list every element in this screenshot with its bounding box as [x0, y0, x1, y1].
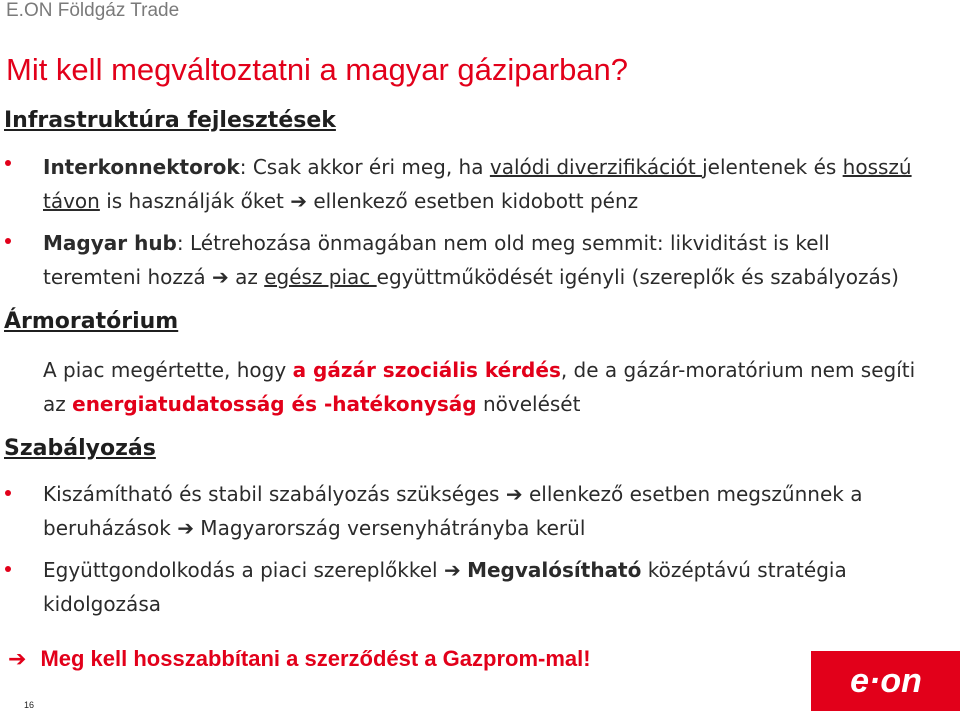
- highlight-text: a gázár szociális kérdés: [292, 358, 561, 382]
- section-heading-armoratorium: Ármoratórium: [4, 309, 179, 334]
- text: Magyarország versenyhátrányba kerül: [193, 516, 586, 540]
- eon-logo: [811, 651, 960, 711]
- bullet-interconnectors: [43, 150, 943, 218]
- arrow-right-icon: ➔: [290, 189, 308, 213]
- arrow-right-icon: ➔: [8, 647, 27, 672]
- slide-title: Mit kell megváltoztatni a magyar gáziparban?: [6, 52, 629, 87]
- arrow-right-icon: ➔: [443, 558, 461, 582]
- bold-text: Megvalósítható: [467, 558, 642, 582]
- eon-logo-icon: [831, 661, 941, 701]
- bullet-icon: [5, 490, 11, 496]
- text-underlined: hosszú: [842, 155, 912, 179]
- text: együttműködését igényli (szereplők és szabályozás): [376, 265, 899, 289]
- text: Együttgondolkodás a piaci szereplőkkel: [43, 558, 444, 582]
- interconnectors-label: Interkonnektorok: [43, 155, 240, 179]
- armoratorium-paragraph: [43, 353, 943, 421]
- arrow-right-icon: ➔: [211, 265, 229, 289]
- hub-label: Magyar hub: [43, 231, 177, 255]
- page-number: 16: [24, 700, 35, 710]
- conclusion-text: Meg kell hosszabbítani a szerződést a Gazprom-mal!: [40, 646, 591, 671]
- text: : Csak akkor éri meg, ha: [239, 155, 490, 179]
- text: növelését: [476, 392, 581, 416]
- text: ellenkező esetben megszűnnek a: [522, 482, 863, 506]
- text: az: [228, 265, 265, 289]
- arrow-right-icon: ➔: [505, 482, 523, 506]
- conclusion: [8, 646, 591, 672]
- section-heading-szabalyozas: Szabályozás: [4, 436, 156, 461]
- bullet-regulation: [43, 477, 943, 545]
- text: teremteni hozzá: [43, 265, 212, 289]
- text: Kiszámítható és stabil szabályozás szükséges: [43, 482, 506, 506]
- text: jelentenek és: [702, 155, 843, 179]
- company-name: E.ON Földgáz Trade: [6, 0, 180, 21]
- svg-text:e·on: e·on: [849, 662, 922, 700]
- text-underlined: távon: [43, 189, 100, 213]
- bullet-icon: [5, 160, 11, 166]
- bullet-cooperation: [43, 553, 943, 621]
- text: , de a gázár-moratórium nem segíti: [560, 358, 916, 382]
- text: beruházások: [43, 516, 178, 540]
- text-underlined: valódi diverzifikációt: [489, 155, 703, 179]
- bullet-icon: [5, 238, 11, 244]
- bullet-hub: [43, 226, 943, 294]
- section-heading-infrastructure: Infrastruktúra fejlesztések: [4, 108, 336, 133]
- text: középtávú stratégia: [641, 558, 847, 582]
- text: az: [43, 392, 73, 416]
- arrow-right-icon: ➔: [177, 516, 194, 540]
- bullet-icon: [5, 566, 11, 572]
- text-underlined: egész piac: [264, 265, 377, 289]
- text: kidolgozása: [43, 592, 161, 616]
- highlight-text: energiatudatosság és -hatékonyság: [72, 392, 477, 416]
- text: : Létrehozása önmagában nem old meg semmit: likviditást is kell: [176, 231, 830, 255]
- text: A piac megértette, hogy: [43, 358, 293, 382]
- text: is használják őket: [99, 189, 291, 213]
- text: ellenkező esetben kidobott pénz: [307, 189, 639, 213]
